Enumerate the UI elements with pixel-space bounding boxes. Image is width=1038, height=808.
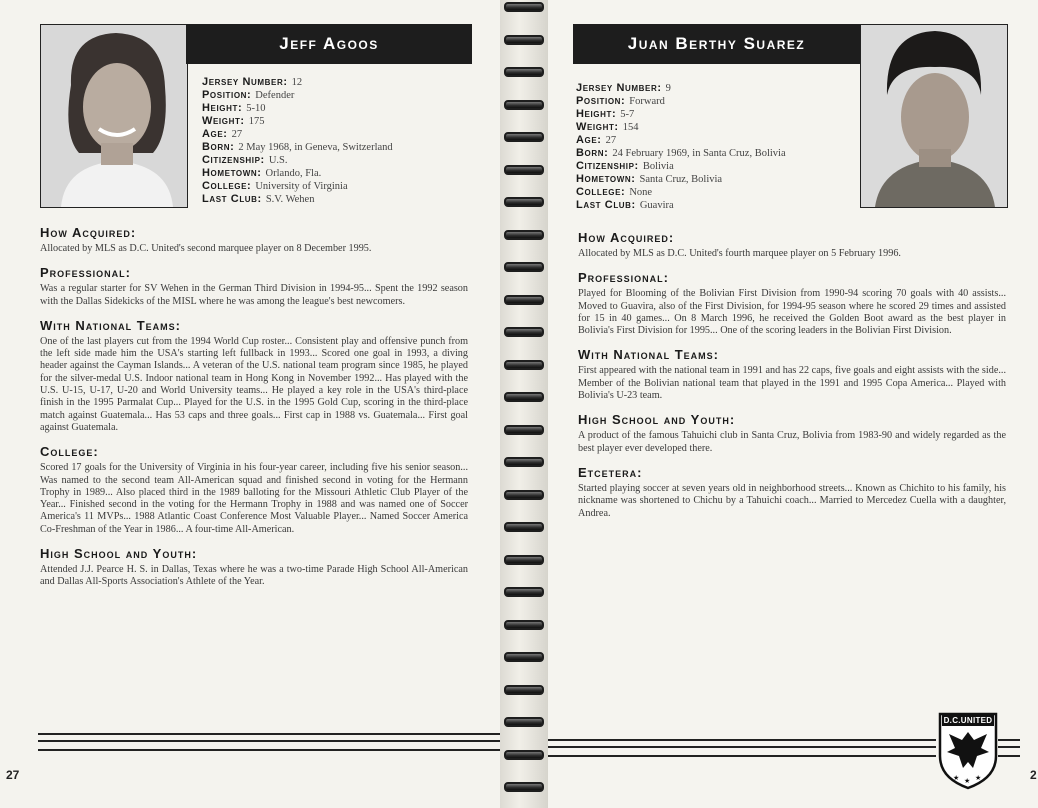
- stat-label: Last Club:: [576, 199, 636, 211]
- section-heading: Professional:: [578, 270, 670, 286]
- bio-section: [40, 318, 468, 434]
- stat-value: Forward: [629, 96, 665, 107]
- binding-ring: [504, 750, 544, 760]
- portrait-silhouette-icon: [861, 25, 1007, 207]
- binding-ring: [504, 295, 544, 305]
- svg-text:★: ★: [964, 777, 971, 785]
- stat-row: [202, 141, 482, 154]
- section-body: Scored 17 goals for the University of Virginia in his four-year career, including five his senior season... Was named to the second team All-American squad and finished second in voting for the Hermann Trophy in 1989... Also placed third in the 1989 balloting for the Missouri Athletic Club Player of the Year... Finished second in the voting for the Hermann Trophy in 1988 and was named one of Soccer America's 11 MVPs... 1988 Atlantic Coast Conference Most Valuable Player... Named Soccer America Co-Freshman of the Year in 1986... A four-time All-American.: [40, 462, 468, 535]
- player-stats: [202, 76, 482, 206]
- binding-ring: [504, 522, 544, 532]
- binding-ring: [504, 165, 544, 175]
- binding-ring: [504, 490, 544, 500]
- player-name-bar: [186, 24, 472, 64]
- stat-label: Weight:: [576, 121, 619, 133]
- stat-value: 9: [665, 83, 671, 94]
- bio-section: [578, 412, 1006, 455]
- stat-row: [576, 147, 856, 160]
- stat-row: [576, 82, 856, 95]
- footer-rule-right: [998, 739, 1020, 757]
- binding-ring: [504, 620, 544, 630]
- footer-rule: [548, 739, 936, 757]
- bio-section: [40, 265, 468, 308]
- stat-value: 5-10: [246, 103, 266, 114]
- stat-value: U.S.: [268, 155, 288, 166]
- stat-row: [576, 199, 856, 212]
- binding-ring: [504, 35, 544, 45]
- player-name-bar: [573, 24, 860, 64]
- binding-ring: [504, 100, 544, 110]
- stat-value: Defender: [255, 90, 295, 101]
- stat-row: [576, 160, 856, 173]
- player-bio-sections: [40, 225, 468, 599]
- page-number: 27: [6, 768, 20, 782]
- stat-row: [202, 115, 482, 128]
- player-name: Juan Berthy Suarez: [627, 34, 806, 53]
- stat-row: [202, 154, 482, 167]
- logo-text: D.C.UNITED: [943, 716, 993, 725]
- stat-label: Born:: [202, 141, 235, 153]
- page-number: 2: [1030, 768, 1037, 782]
- stat-row: [202, 89, 482, 102]
- stat-label: Citizenship:: [576, 160, 639, 172]
- section-heading: College:: [40, 444, 99, 460]
- stat-value: Santa Cruz, Bolivia: [639, 174, 723, 185]
- svg-text:★: ★: [953, 774, 960, 782]
- stat-value: S.V. Wehen: [265, 194, 315, 205]
- stat-value: None: [629, 187, 653, 198]
- binding-ring: [504, 197, 544, 207]
- stat-row: [576, 173, 856, 186]
- binding-ring: [504, 2, 544, 12]
- stat-value: 5-7: [620, 109, 635, 120]
- binding-ring: [504, 327, 544, 337]
- stat-label: Jersey Number:: [202, 76, 288, 88]
- stat-row: [202, 193, 482, 206]
- bio-section: [40, 546, 468, 589]
- svg-text:★: ★: [975, 774, 982, 782]
- stat-value: University of Virginia: [255, 181, 348, 192]
- stat-label: Last Club:: [202, 193, 262, 205]
- stat-row: [576, 108, 856, 121]
- section-body: First appeared with the national team in 1991 and has 22 caps, five goals and eight assists with the side... Member of the Bolivian national team that played in the 1991 and 1995 Copa America... Played with Bolivia's U-23 team.: [578, 365, 1006, 402]
- stat-label: Height:: [202, 102, 243, 114]
- portrait-silhouette-icon: [41, 25, 187, 207]
- stat-label: Born:: [576, 147, 609, 159]
- section-heading: Professional:: [40, 265, 132, 281]
- stat-row: [202, 180, 482, 193]
- stat-value: 24 February 1969, in Santa Cruz, Bolivia: [612, 148, 786, 159]
- section-heading: High School and Youth:: [578, 412, 736, 428]
- section-heading: How Acquired:: [578, 230, 675, 245]
- stat-label: Age:: [576, 134, 602, 146]
- stat-value: 27: [231, 129, 243, 140]
- binding-ring: [504, 555, 544, 565]
- binding-ring: [504, 392, 544, 402]
- stat-value: Orlando, Fla.: [265, 168, 322, 179]
- binding-ring: [504, 782, 544, 792]
- stat-value: 12: [291, 77, 303, 88]
- stat-label: Position:: [576, 95, 626, 107]
- stat-label: College:: [576, 186, 626, 198]
- section-body: Allocated by MLS as D.C. United's fourth marquee player on 5 February 1996.: [578, 248, 901, 259]
- player-photo-agoos: [40, 24, 188, 208]
- binding-ring: [504, 425, 544, 435]
- section-body: Allocated by MLS as D.C. United's second marquee player on 8 December 1995.: [40, 243, 372, 254]
- stat-value: 2 May 1968, in Geneva, Switzerland: [238, 142, 393, 153]
- section-body: Started playing soccer at seven years old in neighborhood streets... Known as Chichito to his family, his nickname was shortened to Chichu by a Tahuichi coach... Married to Mercedez Cuella with a daughter, Andrea.: [578, 482, 1006, 519]
- binding-ring: [504, 67, 544, 77]
- stat-row: [576, 134, 856, 147]
- player-photo-suarez: [860, 24, 1008, 208]
- spiral-binding: [500, 0, 548, 808]
- stat-row: [576, 121, 856, 134]
- bio-section: [40, 444, 468, 536]
- dc-united-logo: [937, 712, 999, 795]
- stat-label: Jersey Number:: [576, 82, 662, 94]
- section-heading: With National Teams:: [578, 347, 719, 363]
- stat-value: 154: [622, 122, 639, 133]
- stat-label: Position:: [202, 89, 252, 101]
- player-bio-sections: [578, 230, 1006, 530]
- section-heading: High School and Youth:: [40, 546, 198, 562]
- section-body: Played for Blooming of the Bolivian First Division from 1990-94 scoring 70 goals with 40 assists... Moved to Guavira, also of the First Division, for 1994-95 season where he scored 29 times and assisted for 15 in 40 games... On 8 March 1996, he received the Golden Boot award as the best player in Bolivia's First Division for 1995... One of the scoring leaders in the Bolivian First Division.: [578, 288, 1006, 337]
- stat-row: [576, 95, 856, 108]
- binding-ring: [504, 587, 544, 597]
- binding-ring: [504, 685, 544, 695]
- player-name: Jeff Agoos: [279, 34, 379, 53]
- stat-label: Hometown:: [576, 173, 636, 185]
- stat-label: College:: [202, 180, 252, 192]
- bio-section: [578, 230, 1006, 260]
- bio-section: [578, 270, 1006, 337]
- left-page: [0, 0, 500, 808]
- stat-row: [202, 76, 482, 89]
- binding-ring: [504, 262, 544, 272]
- stat-label: Height:: [576, 108, 617, 120]
- binding-ring: [504, 132, 544, 142]
- right-page: [548, 0, 1038, 808]
- stat-row: [202, 128, 482, 141]
- stat-row: [202, 102, 482, 115]
- footer-rule: [38, 733, 500, 751]
- binding-ring: [504, 457, 544, 467]
- section-heading: With National Teams:: [40, 317, 181, 333]
- stat-value: Bolivia: [642, 161, 674, 172]
- section-body: One of the last players cut from the 1994 World Cup roster... Consistent play and offensive punch from the left side made him the USA's starting left fullback in 1993... Scored one goal in 1993, a diving header against the Cayman Islands... A veteran of the U.S. national team program since 1985, he played for the silver-medal U.S. Indoor national team in Hong Kong in November 1992... Has played with the U.S. U-15, U-17, U-20 and World University teams... He played a key role in the USA's third-place finish in the 1995 Parmalat Cup... Played for the U.S. in the 1995 Gold Cup, scoring in the third-place match against Guatemala... Has 53 caps and three goals... First cap in 1988 vs. Guatemala... First goal against Guatemala.: [40, 335, 468, 433]
- section-heading: Etcetera:: [578, 464, 643, 480]
- bio-section: [40, 225, 468, 255]
- section-body: Attended J.J. Pearce H. S. in Dallas, Texas where he was a two-time Parade High School All-American and Dallas All-Sports Association's Athlete of the Year.: [40, 564, 468, 588]
- stat-label: Age:: [202, 128, 228, 140]
- stat-row: [576, 186, 856, 199]
- stat-label: Hometown:: [202, 167, 262, 179]
- section-heading: How Acquired:: [40, 225, 137, 240]
- stat-value: 175: [248, 116, 265, 127]
- player-stats: [576, 82, 856, 212]
- stat-label: Citizenship:: [202, 154, 265, 166]
- section-body: A product of the famous Tahuichi club in Santa Cruz, Bolivia from 1983-90 and widely regarded as the best player ever developed there.: [578, 430, 1006, 454]
- stat-value: 27: [605, 135, 617, 146]
- binding-ring: [504, 230, 544, 240]
- stat-row: [202, 167, 482, 180]
- binding-ring: [504, 717, 544, 727]
- binding-ring: [504, 360, 544, 370]
- stat-label: Weight:: [202, 115, 245, 127]
- binding-ring: [504, 652, 544, 662]
- stat-value: Guavira: [639, 200, 674, 211]
- bio-section: [578, 465, 1006, 520]
- section-body: Was a regular starter for SV Wehen in the German Third Division in 1994-95... Spent the 1992 season with the Dallas Sidekicks of the MISL where he was among the league's best newcomers.: [40, 283, 468, 307]
- bio-section: [578, 347, 1006, 402]
